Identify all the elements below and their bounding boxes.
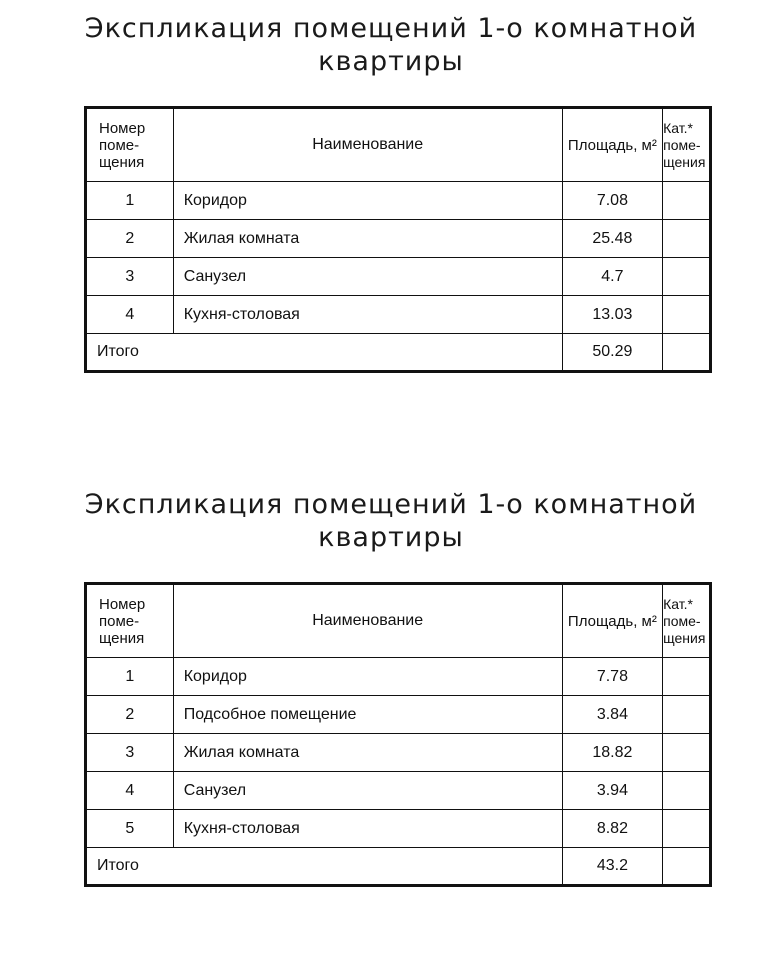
header-text: поме-: [99, 136, 140, 154]
room-area: 3.84: [562, 696, 663, 734]
room-name: Санузел: [173, 258, 562, 296]
table-row: [86, 296, 711, 334]
room-number: 3: [86, 258, 174, 296]
header-text: щения: [99, 629, 145, 647]
explication-table: [84, 582, 712, 887]
room-name: Жилая комната: [173, 220, 562, 258]
header-category: [663, 584, 711, 658]
table-row: [86, 182, 711, 220]
room-name: Кухня-столовая: [173, 810, 562, 848]
table-title-line2: квартиры: [318, 46, 464, 77]
header-room-number: [86, 108, 174, 182]
header-text: Номер: [99, 595, 146, 613]
room-area: 7.08: [562, 182, 663, 220]
room-category: [663, 734, 711, 772]
room-category: [663, 220, 711, 258]
room-number: 4: [86, 296, 174, 334]
table-row: [86, 734, 711, 772]
room-category: [663, 658, 711, 696]
table-row: [86, 220, 711, 258]
header-room-name: Наименование: [173, 584, 562, 658]
room-name: Жилая комната: [173, 734, 562, 772]
room-area: 4.7: [562, 258, 663, 296]
room-area: 13.03: [562, 296, 663, 334]
header-row: [86, 584, 711, 658]
room-name: Подсобное помещение: [173, 696, 562, 734]
room-area: 25.48: [562, 220, 663, 258]
table-title-line1: Экспликация помещений 1-о комнатной: [84, 13, 698, 44]
table-row: [86, 696, 711, 734]
table-row: [86, 810, 711, 848]
header-text: щения: [663, 629, 706, 646]
total-label: Итого: [86, 848, 563, 886]
table-title-line1: Экспликация помещений 1-о комнатной: [84, 489, 698, 520]
room-name: Санузел: [173, 772, 562, 810]
room-number: 2: [86, 220, 174, 258]
table-row: [86, 772, 711, 810]
room-name: Кухня-столовая: [173, 296, 562, 334]
room-name: Коридор: [173, 658, 562, 696]
header-row: [86, 108, 711, 182]
header-text: Номер: [99, 119, 146, 137]
header-text: поме-: [663, 612, 701, 629]
header-text: Кат.*: [663, 595, 693, 612]
room-category: [663, 810, 711, 848]
room-area: 18.82: [562, 734, 663, 772]
room-category: [663, 258, 711, 296]
header-text: поме-: [663, 136, 701, 153]
room-number: 1: [86, 182, 174, 220]
total-row: [86, 848, 711, 886]
room-category: [663, 296, 711, 334]
room-area: 8.82: [562, 810, 663, 848]
room-number: 1: [86, 658, 174, 696]
total-label: Итого: [86, 334, 563, 372]
room-category: [663, 696, 711, 734]
room-number: 4: [86, 772, 174, 810]
header-text: щения: [99, 153, 145, 171]
table-row: [86, 658, 711, 696]
header-text: поме-: [99, 612, 140, 630]
total-category: [663, 848, 711, 886]
table-row: [86, 258, 711, 296]
total-row: [86, 334, 711, 372]
header-text: Кат.*: [663, 119, 693, 136]
header-text: щения: [663, 153, 706, 170]
room-area: 7.78: [562, 658, 663, 696]
total-area: 50.29: [562, 334, 663, 372]
room-category: [663, 182, 711, 220]
table-title: [0, 12, 782, 78]
header-room-name: Наименование: [173, 108, 562, 182]
table-title: [0, 488, 782, 554]
explication-table: [84, 106, 712, 373]
table-title-line2: квартиры: [318, 522, 464, 553]
room-number: 3: [86, 734, 174, 772]
room-number: 2: [86, 696, 174, 734]
room-name: Коридор: [173, 182, 562, 220]
header-room-number: [86, 584, 174, 658]
total-area: 43.2: [562, 848, 663, 886]
room-category: [663, 772, 711, 810]
room-number: 5: [86, 810, 174, 848]
total-category: [663, 334, 711, 372]
header-area: Площадь, м²: [562, 108, 663, 182]
header-category: [663, 108, 711, 182]
room-area: 3.94: [562, 772, 663, 810]
header-area: Площадь, м²: [562, 584, 663, 658]
